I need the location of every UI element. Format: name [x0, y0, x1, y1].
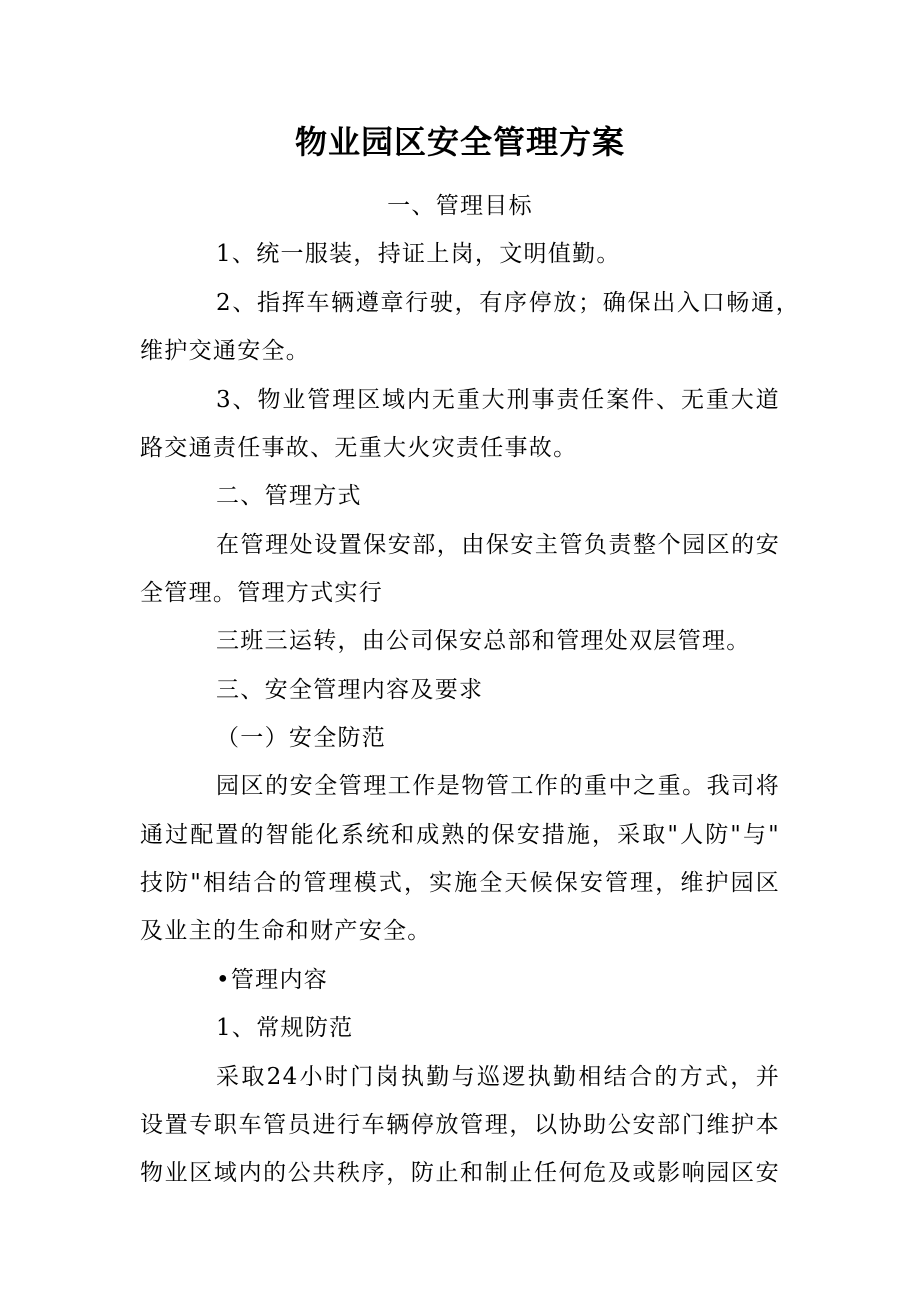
- paragraph-line: 2、指挥车辆遵章行驶，有序停放；确保出入口畅通，: [216, 290, 800, 316]
- paragraph-line: 通过配置的智能化系统和成熟的保安措施，采取"人防"与": [140, 822, 780, 848]
- section-heading-1: 一、管理目标: [387, 193, 533, 219]
- paragraph-line: 1、统一服装，持证上岗，文明值勤。: [216, 241, 621, 267]
- paragraph-line: 物业区域内的公共秩序，防止和制止任何危及或影响园区安: [140, 1160, 780, 1186]
- paragraph-line: 园区的安全管理工作是物管工作的重中之重。我司将: [216, 773, 780, 799]
- paragraph-line: 采取24小时门岗执勤与巡逻执勤相结合的方式，并: [216, 1064, 780, 1090]
- list-subheading: 1、常规防范: [216, 1015, 354, 1041]
- paragraph-line: 及业主的生命和财产安全。: [140, 918, 432, 944]
- document-title: 物业园区安全管理方案: [294, 123, 625, 161]
- subsection-heading: （一）安全防范: [216, 725, 387, 751]
- paragraph-line: 全管理。管理方式实行: [140, 580, 383, 606]
- paragraph-line: 三班三运转，由公司保安总部和管理处双层管理。: [216, 628, 751, 654]
- list-heading: •管理内容: [216, 967, 329, 993]
- paragraph-line: 技防"相结合的管理模式，实施全天候保安管理，维护园区: [140, 870, 780, 896]
- section-heading-3: 三、安全管理内容及要求: [216, 677, 484, 703]
- paragraph-line: 在管理处设置保安部，由保安主管负责整个园区的安: [216, 532, 780, 558]
- paragraph-line: 设置专职车管员进行车辆停放管理，以协助公安部门维护本: [140, 1112, 780, 1138]
- section-heading-2: 二、管理方式: [216, 483, 362, 509]
- paragraph-line: 路交通责任事故、无重大火灾责任事故。: [140, 435, 578, 461]
- paragraph-line: 3、物业管理区域内无重大刑事责任案件、无重大道: [216, 387, 780, 413]
- paragraph-line: 维护交通安全。: [140, 338, 311, 364]
